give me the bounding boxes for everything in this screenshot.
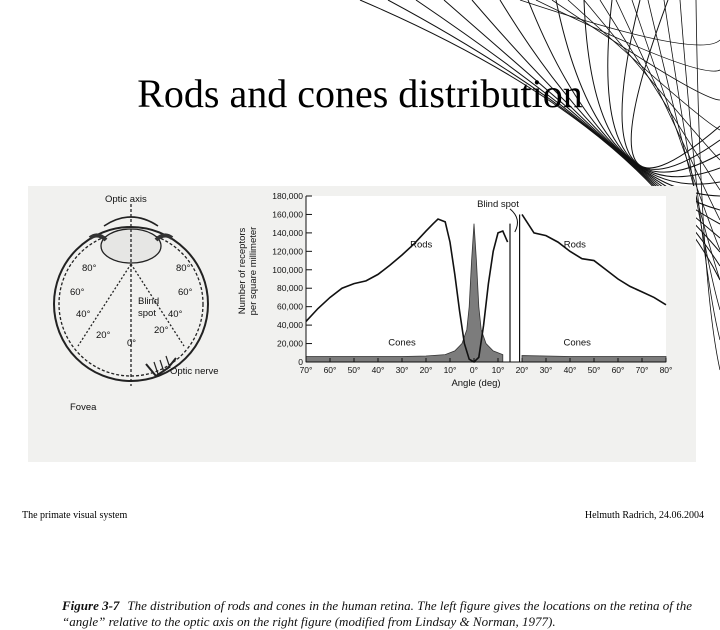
x-axis-label: Angle (deg) [451,378,501,389]
cones-series-label: Cones [388,337,416,349]
x-tick-label: 40° [563,365,577,375]
x-tick-label: 50° [587,365,601,375]
x-tick-label: 10° [443,365,457,375]
x-tick-label: 70° [635,365,649,375]
x-tick-label: 10° [491,365,505,375]
x-tick-label: 0° [469,365,479,375]
figure-caption [62,598,712,630]
y-tick-label: 40,000 [277,320,303,331]
y-tick-label: 160,000 [272,209,303,220]
eye-angle-right-60: 60° [178,287,193,298]
eye-angle-left-20: 20° [96,330,111,341]
footer-left: The primate visual system [22,510,128,521]
rods-series-label: Rods [563,239,586,251]
y-tick-label: 140,000 [272,227,303,238]
x-tick-label: 20° [515,365,529,375]
x-tick-label: 80° [659,365,673,375]
x-tick-label: 50° [347,365,361,375]
blind-spot-band [510,196,520,362]
y-tick-label: 0 [298,357,303,367]
eye-angle-right-40: 40° [168,309,183,320]
y-tick-label: 100,000 [272,264,303,275]
deco-curve [536,0,720,71]
optic-axis-label: Optic axis [105,194,147,205]
x-tick-label: 30° [539,365,553,375]
rods-series-label: Rods [410,239,433,251]
x-tick-label: 40° [371,365,385,375]
blind-spot-gap [510,196,520,362]
eye-angle-right-80: 80° [176,263,191,274]
blind-spot-annotation: Blind spot [477,199,519,211]
x-tick-label: 30° [395,365,409,375]
caption-label: Figure 3-7 [62,598,120,613]
y-tick-label: 60,000 [277,301,303,312]
eye-angle-right-20: 20° [154,325,169,336]
eye-angle-center: 0° [127,338,137,349]
y-axis-label: per square millimeter [248,226,259,316]
cones-series-label: Cones [563,337,591,349]
iris-left [90,235,106,240]
x-tick-label: 60° [323,365,337,375]
footer-right: Helmuth Radrich, 24.06.2004 [584,510,704,521]
plot-area [306,196,666,362]
slide-title: Rods and cones distribution [137,71,583,116]
y-tick-label: 80,000 [277,283,303,294]
figure-svg [28,186,696,462]
y-tick-label: 120,000 [272,246,303,257]
y-tick-label: 180,000 [272,191,303,201]
y-axis-label: Number of receptors [237,227,248,315]
blind-spot-label-1: Blind [138,296,160,307]
receptor-chart [237,191,672,389]
blind-spot-label-2: spot [138,308,156,319]
x-tick-label: 20° [419,365,433,375]
optic-nerve-label: Optic nerve [170,366,219,377]
eye-angle-left-80: 80° [82,263,97,274]
x-tick-label: 60° [611,365,625,375]
caption-text: The distribution of rods and cones in the human retina. The left figure gives the locations on the retina of the “angle” relative to the optic axis on the right figure (modified from Lindsay & Norman, 1977). [62,598,693,629]
fovea-label: Fovea [70,402,97,413]
y-tick-label: 20,000 [277,338,303,349]
eye-angle-left-40: 40° [76,309,91,320]
x-tick-label: 70° [299,365,313,375]
eye-angle-left-60: 60° [70,287,85,298]
